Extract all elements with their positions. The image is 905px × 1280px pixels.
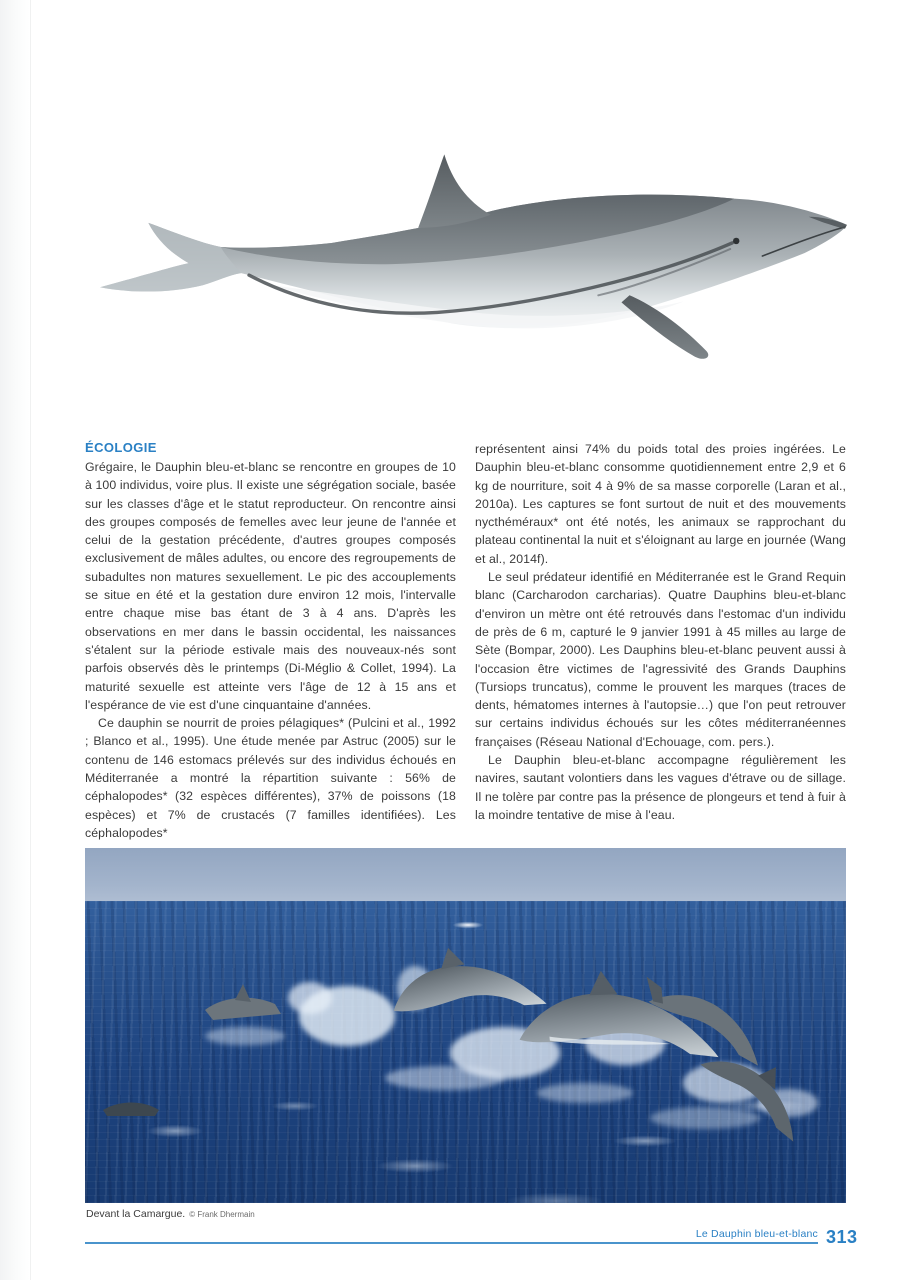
paragraph: Ce dauphin se nourrit de proies pélagiques* (Pulcini et al., 1992 ; Blanco et al., 1995). Une étude menée par Astruc (2005) sur le contenu de 146 estomacs prélevés sur des individus échoués en Méditerranée a montré la répartition suivante : 56% de céphalopodes* (32 espèces différentes), 37% de poissons (18 espèces) et 7% de crustacés (7 familles identifiées). Les céphalopodes* [85, 716, 456, 840]
left-column [85, 440, 456, 842]
dolphin-pod-silhouettes [85, 848, 846, 1203]
right-column [475, 440, 846, 842]
paragraph: Grégaire, le Dauphin bleu-et-blanc se rencontre en groupes de 10 à 100 individus, voire plus. Il existe une ségrégation sociale, basée sur les classes d'âge et le statut reproducteur. On rencontre ainsi des groupes composés de femelles avec leur jeune de l'année et celui de la gestation précédente, d'autres groupes composés exclusivement de mâles adultes, ou encore des regroupements de subadultes non matures sexuellement. Le pic des accouplements se situe en été et la gestation dure environ 12 mois, l'intervalle entre chaque mise bas étant de 3 à 4 ans. D'après les observations en mer dans le bassin occidental, les naissances s'étalent sur la période estivale mais des nouveaux-nés sont parfois observés dès le printemps (Di-Méglio & Collet, 1994). La maturité sexuelle est atteinte vers l'âge de 12 à 15 ans et l'espérance de vie est d'une cinquantaine d'années. [85, 460, 456, 712]
page-number: 313 [826, 1227, 858, 1247]
footer-rule [85, 1242, 818, 1244]
page-edge-shadow [0, 0, 31, 1280]
photo-caption [86, 1208, 686, 1220]
section-heading: ÉCOLOGIE [85, 440, 157, 455]
paragraph: Le seul prédateur identifié en Méditerranée est le Grand Requin blanc (Carcharodon carcharias). Quatre Dauphins bleu-et-blanc d'environ un mètre ont été retrouvés dans l'estomac d'un individu de près de 6 m, capturé le 9 janvier 1991 à 45 milles au large de Sète (Bompar, 2000). Les Dauphins bleu-et-blanc peuvent aussi à l'occasion être victimes de l'agressivité des Grands Dauphins (Tursiops truncatus), comme le prouvent les marques (traces de dents, hématomes internes à l'autopsie…) que l'on peut retrouver sur certains individus échoués sur les côtes méditerranéennes françaises (Réseau National d'Echouage, com. pers.). [475, 570, 846, 749]
running-title: Le Dauphin bleu-et-blanc [695, 1228, 818, 1240]
body-text [85, 440, 846, 842]
striped-dolphin-illustration [90, 130, 855, 370]
caption-text: Devant la Camargue. [86, 1208, 186, 1220]
photo-credit: © Frank Dhermain [189, 1210, 255, 1219]
dolphin-eye [733, 238, 739, 244]
paragraph: représentent ainsi 74% du poids total des proies ingérées. Le Dauphin bleu-et-blanc consomme quotidiennement entre 2,9 et 6 kg de nourriture, soit 4 à 9% de sa masse corporelle (Laran et al., 2010a). Les captures se font surtout de nuit et des mouvements nycthéméraux* ont été notés, les animaux se rapprochant du plateau continental la nuit et s'éloignant au large en journée (Wang et al., 2014f). [475, 442, 846, 566]
dolphins-at-sea-photo [85, 848, 846, 1203]
striped-dolphin-drawing [90, 130, 855, 370]
paragraph: Le Dauphin bleu-et-blanc accompagne régulièrement les navires, sautant volontiers dans les vagues d'étrave ou de sillage. Il ne tolère par contre pas la présence de plongeurs et tend à fuir à la moindre tentative de mise à l'eau. [475, 753, 846, 822]
